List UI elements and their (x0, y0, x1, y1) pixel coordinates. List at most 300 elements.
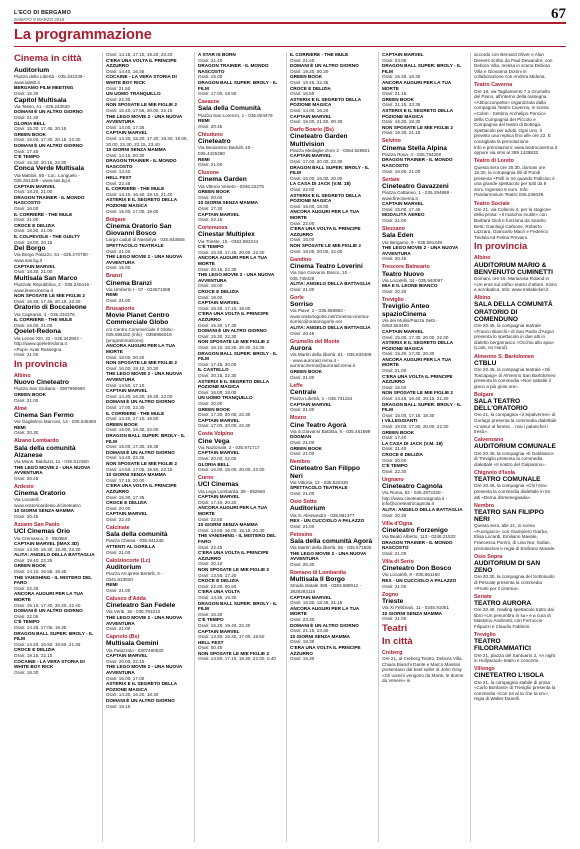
film-title: NON SPOSATE LE MIE FIGLIE 2 (382, 390, 454, 396)
listing-detail: Orari: 15.00 (382, 384, 407, 390)
listing-detail: Orari: 21.40 (382, 446, 407, 452)
listing-detail: Ore 21, la compagnia stabile di prosa «Carlo Bonfanti» di Treviglio presenta la commedia «Con tot al ta che ta orv», regia di Walter Danelli. (474, 679, 556, 702)
film-title: NON SPOSATE LE MIE FIGLIE 2 (198, 650, 270, 656)
listing-detail: Orari: 21.40 (198, 57, 223, 63)
listing-detail: Orari: 18.30, 21.00 (14, 228, 53, 234)
listing-detail: Orari: 16.00 (290, 237, 315, 243)
film-title: C'È TEMPO (198, 617, 224, 623)
town-name: Teatro di Loreto (474, 158, 514, 165)
listing-detail: Via Piave, 2 - 035.656962 - www.oratoriogorle.net/Cinema-cinema-sorriso@oratoriogorle.net (290, 308, 370, 325)
listing-detail: Orari: 20.45 (382, 256, 407, 262)
venue-name: TEATRO FILODRAMMATICI (474, 638, 532, 653)
venue-name: TEATRO COMUNALE (474, 476, 541, 484)
film-title: CAPTAIN MARVEL (382, 328, 424, 334)
listing-detail: Domani, ore 16, Mariarosa Roland in «Un eroe sul soffa» teatro d'attore, mimo e acrobatica. Info: www.melabicket.it (474, 275, 557, 293)
listing-detail: Orari: 20.45 (290, 330, 315, 336)
film-title: CAPTAIN MARVEL (198, 628, 240, 634)
film-title: SPETTACOLO TEATRALE (106, 242, 164, 248)
listing-detail: Via Beniamino Bedulli, 40 - 035.4425390 (198, 145, 254, 156)
film-title: CAPTAIN MARVEL (198, 494, 240, 500)
film-title: CAPTAIN MARVEL (106, 388, 148, 394)
listing-detail: Orari: 15.00, 17.30, 20.00, 22.30 (382, 334, 449, 340)
venue-name: Cineteatro San Fedele (106, 602, 176, 610)
listing-detail: Via Bergamo, 9 - 035.591449 (382, 239, 442, 245)
listing-detail: Orari: 21.50 (106, 85, 131, 91)
film-title: THE LEGO MOVIE 2 - UNA NUOVA AVVENTURA (290, 550, 367, 562)
town-name: Gandino (290, 256, 312, 263)
film-title: C'ERA UNA VOLTA IL PRINCIPE AZZURRO (290, 226, 361, 237)
listing-detail: Orari: 15.30, 22.30 (198, 333, 237, 339)
listing-detail: Orari: 14.50, 17.05, 19.50, 22.15 (106, 466, 173, 472)
venue-name: Cinestar Multiplex (198, 231, 255, 239)
film-title: CROCE E DELIZIA (106, 500, 147, 506)
film-title: ANCORA AUGURI PER LA TUA MORTE (382, 356, 452, 368)
listing-detail: Orari: 19.40, 22.25 (14, 557, 53, 563)
listing-detail: Orari: 22.50 (198, 516, 223, 522)
listing-detail: Orari: 21.00 (290, 523, 315, 529)
venue-name: UCI Cinemas Orio (14, 528, 71, 536)
listing-detail: Orari: 15.00, 17.15, 19.30 (382, 412, 435, 418)
listing-column-4 (290, 52, 373, 844)
listing-detail: Via Cremasca, 2 - 892960 (14, 535, 68, 541)
listing-detail: Orari: 14.45, 16.40, 20.15, 21.30 (382, 396, 449, 402)
listing-detail: Orari: 21.00 (290, 491, 315, 496)
listing-detail: Orari: 15.00, 17.45 (382, 206, 421, 212)
listing-detail: Orari: 17.45, 20.00 (198, 361, 237, 367)
listing-detail: Orari: 18.00, 20.15 (14, 239, 53, 245)
town-name: Casazza (198, 99, 219, 106)
listing-detail: Orari: 21.00 (382, 550, 407, 556)
listing-detail: Orari: 14.00, 16.20 (290, 107, 329, 113)
town-name: Bolgare (106, 216, 126, 223)
town-name: Nembro (290, 459, 311, 466)
listing-detail: Orari: 22.00 (290, 186, 315, 192)
listing-detail: Via Leone XIII, 22 - 035.343904 - http://www.qoeletredona.it (14, 335, 82, 347)
film-title: DOMANI È UN ALTRO GIORNO (290, 622, 359, 628)
film-title: DOMANI È UN ALTRO GIORNO (14, 109, 83, 115)
listing-detail: Orari: 14.40, 22.25 (106, 455, 145, 461)
listing-detail: Largo caduti di Nassiriya - 035.843555 (106, 237, 185, 243)
venue-name: Auditorium (290, 505, 326, 513)
listing-detail: Via Palazzolo - 0307460530 (106, 647, 164, 653)
listing-detail: Orari: 17.30 (198, 206, 223, 211)
film-title: 10 GIORNI SENZA MAMMA (198, 522, 258, 528)
film-title: 10 GIORNI SENZA MAMMA (382, 610, 442, 616)
listing-detail: Via dei Mulini/Piazza Setti - 0363.563400 (382, 317, 438, 329)
section-heading: In provincia (14, 358, 68, 370)
film-title: CROCE E DELIZIA (290, 85, 331, 91)
listing-detail: Orari: 21.00 (14, 397, 39, 403)
listing-detail: Orari: 14.30, 16.20, 18.40 (106, 692, 159, 698)
listing-detail: Orari: 20.30 (382, 512, 407, 518)
film-title: ASTERIX E IL SEGRETO DELLA POZIONE MAGICA (198, 378, 270, 390)
venue-name: Teatro Nuovo (382, 270, 425, 278)
listing-detail: Via Capitanio, 4 - 035.310376 (14, 311, 75, 317)
listing-detail: Piazza Libertà, 1 - 035.731154 (290, 396, 353, 402)
listing-detail: Orari: 15.00, 17.00 (106, 675, 145, 681)
listing-detail: Orari: 15.00, 17.00, 19.00 (106, 208, 159, 214)
listing-detail: Ore 20.45, reading spettacolo tratto dal libro «Un penombra in su» e a cura di Massimo Andreotti, con Ferruccio Filipazzi e Claudio Fabbrini. (474, 607, 554, 629)
film-title: C'È TEMPO (198, 244, 224, 250)
listing-detail: Orari: 21.30 (14, 114, 39, 120)
film-title: ALITA: ANGELO DELLA BATTAGLIA (14, 552, 95, 558)
venue-name: TEATRO SAN FILIPPO NERI (474, 508, 544, 524)
listing-detail: Orari: 22.35 (14, 585, 39, 591)
venue-name: Treviglio Anteo spazioCinema (382, 303, 430, 318)
listing-detail: Orari: 22.30 (382, 468, 407, 474)
listing-detail: Orari: 23.05 (382, 57, 407, 63)
listing-detail: Orari: 17.40 (382, 435, 407, 441)
town-name: Almè (14, 405, 27, 412)
listing-detail: Orari: 14.20, 16.50, 19.50, 21.35 (14, 641, 81, 647)
venue-name: Cinema Branzi (106, 279, 152, 287)
film-title: ASTERIX E IL SEGRETO DELLA POZIONE MAGICA (290, 96, 362, 108)
listing-detail: Via Tasso, 41 - 035.243530 (14, 103, 70, 109)
film-title: IL CORRIERE - THE MULE (290, 52, 349, 57)
listing-detail: Via Verdi, 18 - 035.791010 (106, 609, 161, 615)
listing-detail: Orari: 14.10, 16.55, 19.45 (14, 569, 67, 575)
town-name: Alzano Lombardo (14, 438, 59, 445)
film-title: CAPTAIN MARVEL (198, 211, 240, 217)
film-title: DRAGON TRAINER - IL MONDO NASCOSTO (382, 157, 453, 168)
section-heading: In provincia (474, 241, 528, 253)
film-title: HELL FEST (198, 639, 224, 645)
film-title: THE LEGO MOVIE 2 - UNA NUOVA AVVENTURA (198, 272, 275, 283)
film-title: CAPTAIN MARVEL (382, 52, 424, 57)
film-title: DOMANI È UN ALTRO GIORNO (14, 608, 83, 614)
film-title: DRAGON TRAINER - IL MONDO NASCOSTO (198, 63, 269, 74)
film-title: GREEN BOOK (382, 429, 415, 435)
listing-detail: Orari: 19.15, 22.10 (14, 652, 53, 658)
listing-detail: Orari: 21.00 (106, 297, 131, 303)
venue-name: Auditorium (106, 563, 142, 571)
film-title: MIA E IL LEONE BIANCO (382, 283, 438, 289)
film-title: NON SPOSATE LE MIE FIGLIE 2 (290, 242, 362, 248)
listing-detail: Ore 20.45, la compagnia teatrale «Franco Bianchi» di San Paolo d'Argon presenta lo spettacolo in due atti in dialetto bergamasco «Occhio allo spia» (Look, no Hand). (474, 323, 555, 351)
listing-detail: Orari: 21.15, 23.35 (382, 102, 421, 108)
film-title: CROCE E DELIZIA (382, 451, 423, 457)
listing-detail: accordo con Bernard Oliver e Alan Dieners scritto da Paul Dewandre, con Debora Villa, messa in scena Debora Villa e Giovanna Donini in collaborazione con Andrea Midena. (474, 52, 553, 80)
listing-detail: Orari: 18.30 (290, 639, 315, 645)
listing-detail: Orari: 20.45 (14, 475, 39, 481)
listing-detail: Orari: 19.45, 22.35 (290, 79, 329, 85)
venue-name: AUDITORIUM COMUNALE (474, 443, 556, 451)
listing-column-6 (474, 52, 557, 844)
town-name: Leffe (290, 382, 303, 389)
film-title: NON SPOSATE LE MIE FIGLIE 2 (198, 339, 270, 345)
listing-detail: Orari: 15.30, 17.45, 20.00, 22.30 (198, 249, 265, 255)
listing-detail: Orari: 14.20, 17.10, 19.50 (106, 416, 159, 422)
venue-name: Cinema Garden (198, 176, 247, 184)
venue-name: Cineteatro (198, 138, 231, 146)
venue-name: Sala della comunità Agorà (290, 537, 373, 545)
venue-name: TEATRO AURORA (474, 599, 532, 607)
film-title: 10 GIORNI SENZA MAMMA (106, 147, 166, 153)
venue-name: Aurora (290, 344, 312, 352)
town-name: Seriate (474, 593, 492, 600)
film-title: NON SPOSATE LE MIE FIGLIE 2 (382, 124, 454, 130)
listing-detail: Orari: 13.50, 16.00, 18.15, 20.30 (198, 527, 265, 533)
film-title: BERGAMO FILM MEETING (14, 85, 74, 91)
film-title: ANCORA AUGURI PER LA TUA MORTE (198, 505, 268, 517)
venue-name: Cineteatro Don Bosco (382, 565, 452, 573)
listing-detail: Orari: 14.50, 17.10 (106, 382, 145, 388)
venue-name: AUDITORIUM DI SAN ZENO (474, 559, 541, 575)
film-title: ASTERIX E IL SEGRETO DELLA POZIONE MAGICA (382, 107, 454, 119)
listing-detail: Orari: 21.00 (106, 626, 131, 632)
listing-detail: Orari: 16.20, 19.40, 22.20 (198, 622, 251, 628)
film-title: DRAGON BALL SUPER: BROLY - IL FILM (198, 600, 278, 612)
listing-detail: Orari: 20.45 (198, 123, 223, 129)
town-name: Chiuduno (198, 131, 223, 138)
listing-detail: Piazza Medaglie d'oro 2 - 0364.529501 (290, 147, 370, 153)
film-title: ALITA: ANGELO DELLA BATTAGLIA (382, 507, 463, 513)
film-title: IL COLPEVOLE - THE GUILTY (14, 234, 80, 240)
film-title: DOMANI È UN ALTRO GIORNO (198, 328, 267, 334)
listing-detail: Orari: 16.30, 21.15 (382, 130, 421, 136)
listing-detail: Orari: 15.00, 17.30, 20.15, 22.30 (14, 137, 81, 143)
listing-detail: Orari: 21.00 (290, 451, 315, 457)
film-title: REMI (106, 292, 118, 298)
listing-detail: Orari: 15.30, 17.30 (198, 322, 237, 328)
film-title: C'ERA UNA VOLTA (198, 589, 240, 595)
listing-detail: Orari: 14.15, 17.10, 19.20, 22.20 (106, 52, 173, 57)
film-title: LA CASA DI JACK (V.M. 18) (290, 181, 351, 187)
film-title: GREEN BOOK (290, 445, 323, 451)
listing-detail: Orari: 21.00 (106, 549, 131, 555)
listing-detail: Orari: 18.20, 21.00 (14, 189, 53, 195)
listing-detail: Orari: 21.00 (14, 217, 39, 223)
listing-detail: Orari: 21.00 (198, 162, 223, 168)
listing-detail: Orari: 20.15, 22.30 (198, 372, 237, 378)
listing-detail: Info e prenotazioni: www.teatrocaverna.it oppure via sms al 389 1428833 (474, 144, 557, 156)
listing-detail: Orari: 14.50, 17.10, 19.30, 22.00, 0.40 (198, 656, 276, 662)
film-title: ANCORA AUGURI PER LA TUA MORTE (382, 79, 452, 91)
listing-detail: Orari: 13.30, 16.40, 17.00, 19.50 (198, 634, 265, 640)
listing-detail: Orari: 20.45 (14, 514, 39, 519)
venue-name: Oratorio di Boccaleone (14, 304, 87, 312)
film-title: ASTERIX E IL SEGRETO DELLA POZIONE MAGICA (382, 340, 454, 351)
listing-detail: Orari: 17.45 (14, 148, 39, 154)
film-title: GREEN BOOK (290, 368, 323, 374)
header-rule (14, 22, 566, 24)
listing-detail: Via Gaglielmo Marconi, 14 - 035.545360 (14, 419, 97, 425)
listing-detail: Orari: 15.30, 17.30, 20.30 (382, 351, 435, 357)
film-title: C'ERA UNA VOLTA IL PRINCIPE AZZURRO (106, 483, 177, 494)
film-title: COCAINE - LA VERA STORIA DI WHITE BOY RICK (106, 74, 177, 85)
film-title: CAPTAIN MARVEL (198, 450, 240, 456)
listing-detail: Ore 21, piazza del Santuario 3, «A night in Hollywood» teatro e concerto. (474, 652, 556, 664)
town-name: Grumello del Monte (290, 338, 340, 345)
film-title: NON SPOSATE LE MIE FIGLIE 2 (106, 102, 178, 108)
title-rule (14, 46, 566, 47)
listing-detail: Via Nazionale, 2 - 035.971717 (198, 444, 260, 450)
listing-detail: Orari: 15.00 (106, 265, 131, 271)
venue-name: SALA DELLA COMUNITÀ ORATORIO DI COMENDUNO (474, 301, 553, 323)
film-title: DOMANI È UN ALTRO GIORNO (14, 142, 83, 148)
venue-name: Cine Teatro Agorà (290, 421, 347, 429)
town-name: Capriolo (Bs) (106, 634, 140, 641)
listing-detail: Via Umberto I - 07 - 034571088 (106, 286, 171, 292)
listing-detail: Orari: 21.00 (290, 374, 315, 380)
film-title: CAPTAIN MARVEL (14, 183, 56, 189)
listing-detail: Orari: 16.30 (198, 611, 223, 617)
listing-detail: Orari: 20.00, 22.15 (106, 658, 145, 664)
listing-detail: Via S. Alessandro - 035.881377 (290, 512, 355, 518)
film-title: DOMANI È UN ALTRO GIORNO (106, 697, 175, 703)
town-name: Calusco d'Adda (106, 595, 146, 602)
listing-detail: Orari: 15.00, 19.30, 22.00 (106, 427, 159, 433)
venue-name: Cineteatro Gavazzeni (382, 182, 449, 190)
film-title: DRAGON BALL SUPER: BROLY - IL FILM (106, 432, 186, 444)
listing-detail: Orari: 20.15, 22.30 (198, 266, 237, 272)
town-name: Brusaporto (106, 306, 135, 313)
film-title: SPETTACOLO TEATRALE (290, 485, 348, 491)
film-title: NON SPOSATE LE MIE FIGLIE 2 (106, 360, 178, 366)
listing-detail: Orari: 14.00, 17.25 (106, 124, 145, 130)
film-title: GLORIA BELL (198, 461, 230, 467)
listing-detail: Orari: 20.30 (14, 430, 39, 436)
venue-name: Sorriso (290, 301, 314, 309)
listing-detail: Orari: 22.45 (198, 544, 223, 550)
listing-detail: Orari: 16.00 (198, 283, 223, 289)
listing-detail: Orari: 21.00 (106, 587, 131, 593)
film-title: CROCE E DELIZIA (198, 578, 239, 584)
venue-name: UCI Cinemas (198, 481, 239, 489)
listing-detail: Orari: 15.10, 17.40, 20.20, 22.40 (14, 602, 81, 608)
town-name: Azzano San Paolo (14, 522, 60, 529)
town-name: Petosino (290, 531, 313, 538)
listing-detail: Orari: 21.00 (106, 248, 131, 254)
film-title: ALITA: ANGELO DELLA BATTAGLIA (290, 281, 371, 287)
film-title: NON SPOSATE LE MIE FIGLIE 2 (106, 460, 178, 466)
listing-detail: Orari: 16.00 (14, 206, 39, 212)
town-name: Calolziocorte (Lc) (106, 557, 151, 564)
listing-detail: Orari: 16.00, 21.00 (382, 168, 421, 174)
town-name: Almenno S. Bartolomeo (474, 353, 535, 360)
listing-detail: Orari: 18.15 (106, 703, 131, 709)
film-title: DRAGON TRAINER - IL MONDO NASCOSTO (14, 194, 85, 206)
town-name: Trescore Balneario (382, 264, 430, 271)
listing-detail: Orari: 20.00 (198, 400, 223, 406)
venue-name: Sala Eden (382, 232, 414, 240)
film-title: IL CASTELLO (198, 367, 229, 373)
page-title: La programmazione (14, 27, 152, 43)
venue-name: Nuovo Cineteatro (14, 379, 69, 387)
film-title: IL CORRIERE - THE MULE (14, 211, 73, 217)
listing-detail: Orari: 21.00 (290, 439, 315, 445)
town-name: Villa di Serio (382, 559, 414, 566)
film-title: COCAINE - LA VERA STORIA DI WHITE BOY RICK (14, 658, 85, 670)
listing-detail: Orari: 13.55, 17.20 (198, 572, 237, 578)
listing-detail: Orari: 16.00, 18.00 (198, 389, 237, 395)
venue-name: CINETEATRO L'ISOLA (474, 672, 544, 680)
listing-detail: Via Vittoria, 12 - 035.520430 (290, 479, 349, 485)
listing-detail: Orari: 17.00, 20.00, 22.30 (290, 159, 343, 165)
listing-detail: Piazzale Repubblica, 2 - 035.240416 - www.lineecinema.it (14, 282, 92, 293)
town-name: Curno (198, 475, 214, 482)
listing-detail: Orari: 21.00 (290, 286, 315, 292)
publication-name: L'ECO DI BERGAMO (14, 10, 72, 16)
film-title: REMI (106, 582, 118, 588)
film-title: CAPTAIN MARVEL (14, 263, 56, 269)
listing-detail: Orari: 18.00, 20.20 (106, 354, 145, 360)
town-name: Cortenuova (198, 225, 228, 232)
film-title: ATTENTI AL GORILLA (106, 543, 156, 549)
listing-detail: Orari: 18.00 (198, 294, 223, 300)
film-title: REMI (14, 424, 26, 430)
venue-name: Sala della Comunità (198, 105, 261, 113)
film-title: MODALITÀ AEREO (382, 212, 425, 218)
town-name: Albino (474, 255, 491, 262)
film-title: DOMANI È UN ALTRO GIORNO (106, 449, 175, 455)
listing-detail: Orari: 15.30, 17.35 (106, 494, 145, 500)
listing-detail: Orari: 17.30, 20.00, 22.30 (198, 412, 251, 418)
listing-detail: Orari: 16.50 (290, 91, 315, 97)
listing-detail: Orari: 22.40 (106, 516, 131, 522)
film-title: IL CORRIERE - THE MULE (14, 317, 73, 323)
listing-detail: Ore 20.45, la compagnia «Chi l'era» presenta la commedia dialettale in tre atti «Dema dismenegaada». (474, 483, 551, 500)
film-title: CAPTAIN MARVEL (290, 594, 332, 600)
film-title: REX - UN CUCCIOLO A PALAZZO (290, 518, 365, 524)
film-title: REX - UN CUCCIOLO A PALAZZO (382, 578, 457, 584)
listing-detail: Via San Giovanni Bosco, 10 - 035.745425 (290, 270, 350, 281)
film-title: GREEN BOOK (14, 391, 47, 397)
film-title: LA CASA DI JACK (V.M. 18) (382, 440, 443, 446)
town-name: Ardesio (14, 483, 34, 490)
film-title: C'ERA UNA VOLTA IL PRINCIPE AZZURRO (290, 645, 361, 656)
listing-detail: Orari: 20.10 (198, 561, 223, 567)
listing-detail: Orari: 23.30 (290, 617, 315, 623)
film-title: THE LEGO MOVIE 2 - UNA NUOVA AVVENTURA (106, 113, 183, 125)
film-title: DOMANI È UN ALTRO GIORNO (106, 399, 175, 405)
listing-detail: Via Trieste, 15 - 0363.992244 (198, 238, 259, 244)
listing-detail: Orari: 14.40, 16.45 (106, 68, 145, 74)
town-name: Treviglio (382, 297, 404, 304)
town-name: Calcinate (106, 524, 130, 531)
venue-name: Auditorium (14, 67, 50, 74)
venue-name: Movie Planet Centro Commerciale Globo (106, 312, 170, 327)
listing-detail: Orari: 21.00 (14, 352, 39, 358)
film-title: ALITA: ANGELO DELLA BATTAGLIA (290, 325, 371, 331)
page-number: 67 (551, 6, 566, 22)
listing-detail: Via Mons. Balduzzi, 11 - 035.512360 (14, 458, 89, 464)
film-title: GREEN BOOK (290, 74, 323, 80)
venue-name: Qoelet-Redona (14, 328, 61, 336)
listing-detail: Via Lega Lombarda, 39 - 892960 (198, 488, 266, 494)
town-name: Romano di Lombardia (290, 570, 346, 577)
listing-detail: Orari: 21.00 (382, 218, 407, 224)
film-title: 10 GIORNI SENZA MAMMA (198, 200, 258, 206)
listing-column-5 (382, 52, 465, 844)
listing-detail: Orari: 16.00, 21.00 (14, 322, 53, 328)
venue-name: Cineteatro Forzenigo (382, 526, 448, 534)
listing-detail: Orari: 15.30, 17.45, 20.15 (14, 126, 67, 132)
film-title: ANCORA AUGURI PER LA TUA MORTE (106, 343, 176, 355)
listing-detail: Orari: 19.20, 00.20 (290, 68, 329, 74)
film-title: C'È TEMPO (14, 619, 40, 625)
listing-detail: Via Locatelli, 34 - 035.940097 (382, 277, 443, 283)
listing-detail: Orari: 16.10, 18.25, 20.30, 22.35 (198, 344, 265, 350)
listing-detail: Orari: 14.25, 17.05, 19.35 (14, 625, 67, 630)
listing-detail: Orari: 15.00, 17.30, 19.35 (106, 444, 159, 450)
venue-name: Sala della comunità Alzanese (14, 444, 76, 459)
venue-name: Cinema San Fermo (14, 411, 74, 419)
town-name: Gorle (290, 294, 304, 301)
film-title: A STAR IS BORN (198, 52, 236, 57)
venue-name: Cineteatro San Filippo Neri (290, 465, 360, 480)
film-title: DOMANI È UN ALTRO GIORNO (290, 63, 359, 69)
